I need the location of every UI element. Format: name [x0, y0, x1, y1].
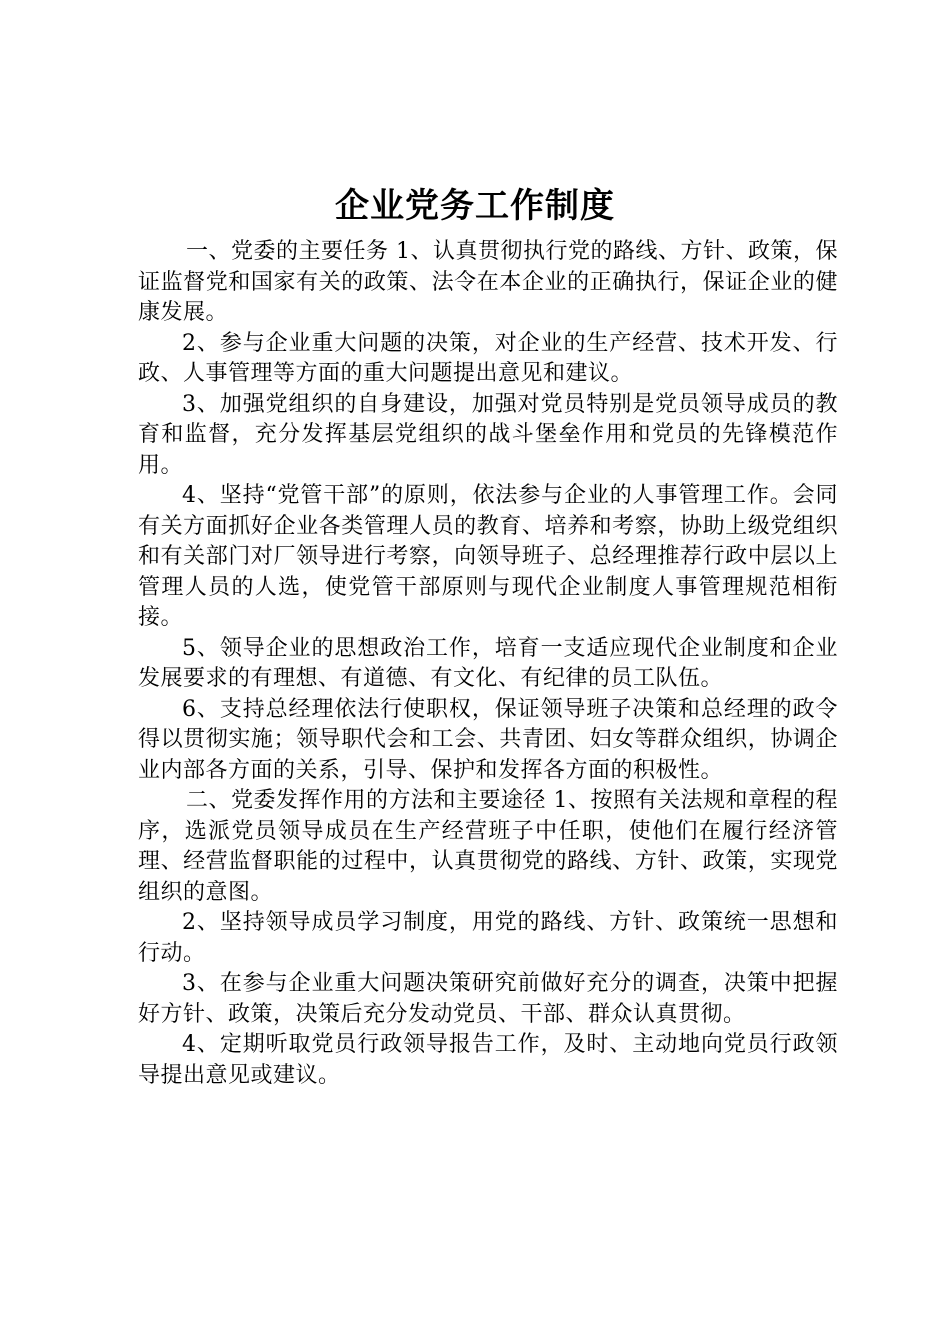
paragraph-item-4: 4、坚持“党管干部”的原则，依法参与企业的人事管理工作。会同有关方面抓好企业各类管理人员的教育、培养和考察，协助上级党组织和有关部门对厂领导进行考察，向领导班子、总经理推荐行政中层以上管理人员的人选，使党管干部原则与现代企业制度人事管理规范相衔接。 [138, 483, 838, 630]
document-title: 企业党务工作制度 [335, 186, 615, 226]
paragraph-item-3b: 3、在参与企业重大问题决策研究前做好充分的调查，决策中把握好方针、政策，决策后充分发动党员、干部、群众认真贯彻。 [138, 971, 838, 1027]
paragraph-item-2: 2、参与企业重大问题的决策，对企业的生产经营、技术开发、行政、人事管理等方面的重大问题提出意见和建议。 [138, 330, 838, 386]
document-body [138, 237, 838, 1091]
paragraph-item-5: 5、领导企业的思想政治工作，培育一支适应现代企业制度和企业发展要求的有理想、有道德、有文化、有纪律的员工队伍。 [138, 635, 838, 691]
paragraph-item-3: 3、加强党组织的自身建设，加强对党员特别是党员领导成员的教育和监督，充分发挥基层党组织的战斗堡垒作用和党员的先锋模范作用。 [138, 391, 838, 478]
paragraph-item-4b: 4、定期听取党员行政领导报告工作，及时、主动地向党员行政领导提出意见或建议。 [138, 1032, 838, 1088]
paragraph-section-1: 一、党委的主要任务 1、认真贯彻执行党的路线、方针、政策，保证监督党和国家有关的政策、法令在本企业的正确执行，保证企业的健康发展。 [138, 239, 838, 325]
paragraph-section-2: 二、党委发挥作用的方法和主要途径 1、按照有关法规和章程的程序，选派党员领导成员在生产经营班子中任职，使他们在履行经济管理、经营监督职能的过程中，认真贯彻党的路线、方针、政策，实现党组织的意图。 [138, 788, 838, 905]
paragraph-item-6: 6、支持总经理依法行使职权，保证领导班子决策和总经理的政令得以贯彻实施；领导职代会和工会、共青团、妇女等群众组织，协调企业内部各方面的关系，引导、保护和发挥各方面的积极性。 [138, 696, 838, 783]
paragraph-item-2b: 2、坚持领导成员学习制度，用党的路线、方针、政策统一思想和行动。 [138, 910, 838, 966]
